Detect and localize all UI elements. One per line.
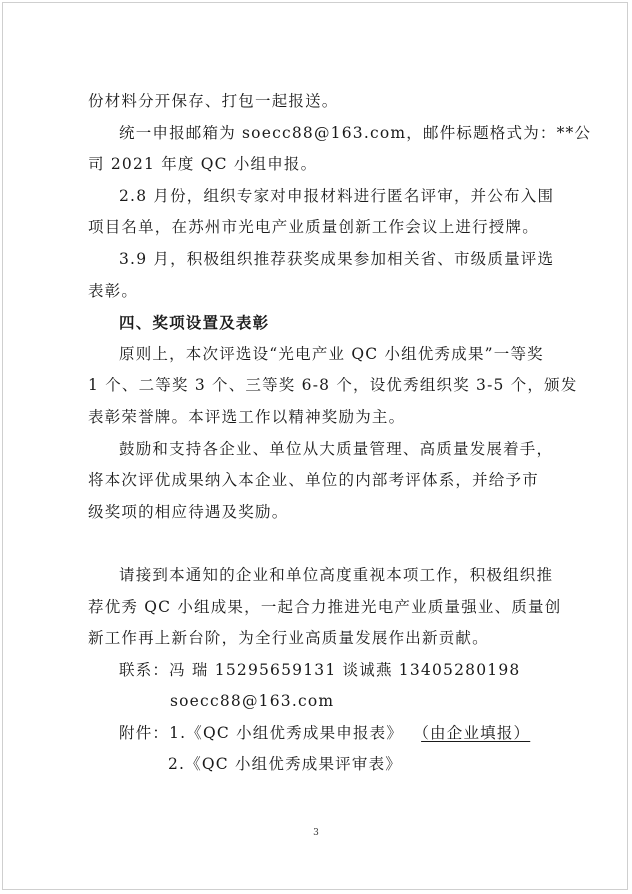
text-line: 项目名单，在苏州市光电产业质量创新工作会议上进行授牌。 (88, 218, 539, 237)
text-line: 荐优秀 QC 小组成果，一起合力推进光电产业质量强业、质量创 (88, 597, 562, 616)
attachment-item-2: 2.《QC 小组优秀成果评审表》 (168, 755, 402, 774)
attachment-item-1 (88, 718, 548, 750)
text-line: 请接到本通知的企业和单位高度重视本项工作，积极组织推 (119, 565, 554, 584)
text-line: 表彰。 (88, 281, 139, 300)
paragraph-gap (88, 528, 548, 560)
text-line: 3.9 月，积极组织推荐获奖成果参加相关省、市级质量评选 (119, 249, 555, 268)
attachment-1-title: 附件：1.《QC 小组优秀成果申报表》 (119, 723, 404, 742)
text-line: 原则上，本次评选设“光电产业 QC 小组优秀成果”一等奖 (119, 344, 544, 363)
text-line: 2.8 月份，组织专家对申报材料进行匿名评审，并公布入围 (119, 186, 555, 205)
contact-line: 联系：冯 瑞 15295659131 谈诚燕 13405280198 (119, 660, 521, 679)
document-body (88, 86, 592, 781)
text-line: 新工作再上新台阶，为全行业高质量发展作出新贡献。 (88, 629, 489, 648)
text-line: 1 个、二等奖 3 个、三等奖 6-8 个，设优秀组织奖 3-5 个，颁发 (88, 376, 578, 395)
text-line: 将本次评优成果纳入本企业、单位的内部考评体系，并给予市 (88, 471, 539, 490)
text-line: 鼓励和支持各企业、单位从大质量管理、高质量发展着手， (119, 439, 554, 458)
contact-email: soecc88@163.com (170, 692, 335, 711)
text-line: 份材料分开保存、打包一起报送。 (88, 92, 339, 110)
text-line: 表彰荣誉牌。本评选工作以精神奖励为主。 (88, 407, 406, 426)
text-line: 级奖项的相应待遇及奖励。 (88, 502, 289, 521)
page-number: 3 (313, 828, 319, 838)
text-line: 司 2021 年度 QC 小组申报。 (88, 155, 318, 174)
text-line: 统一申报邮箱为 soecc88@163.com，邮件标题格式为：**公 (119, 123, 592, 142)
attachment-1-note: （由企业填报） (421, 723, 531, 742)
section-heading: 四、奖项设置及表彰 (119, 313, 270, 333)
